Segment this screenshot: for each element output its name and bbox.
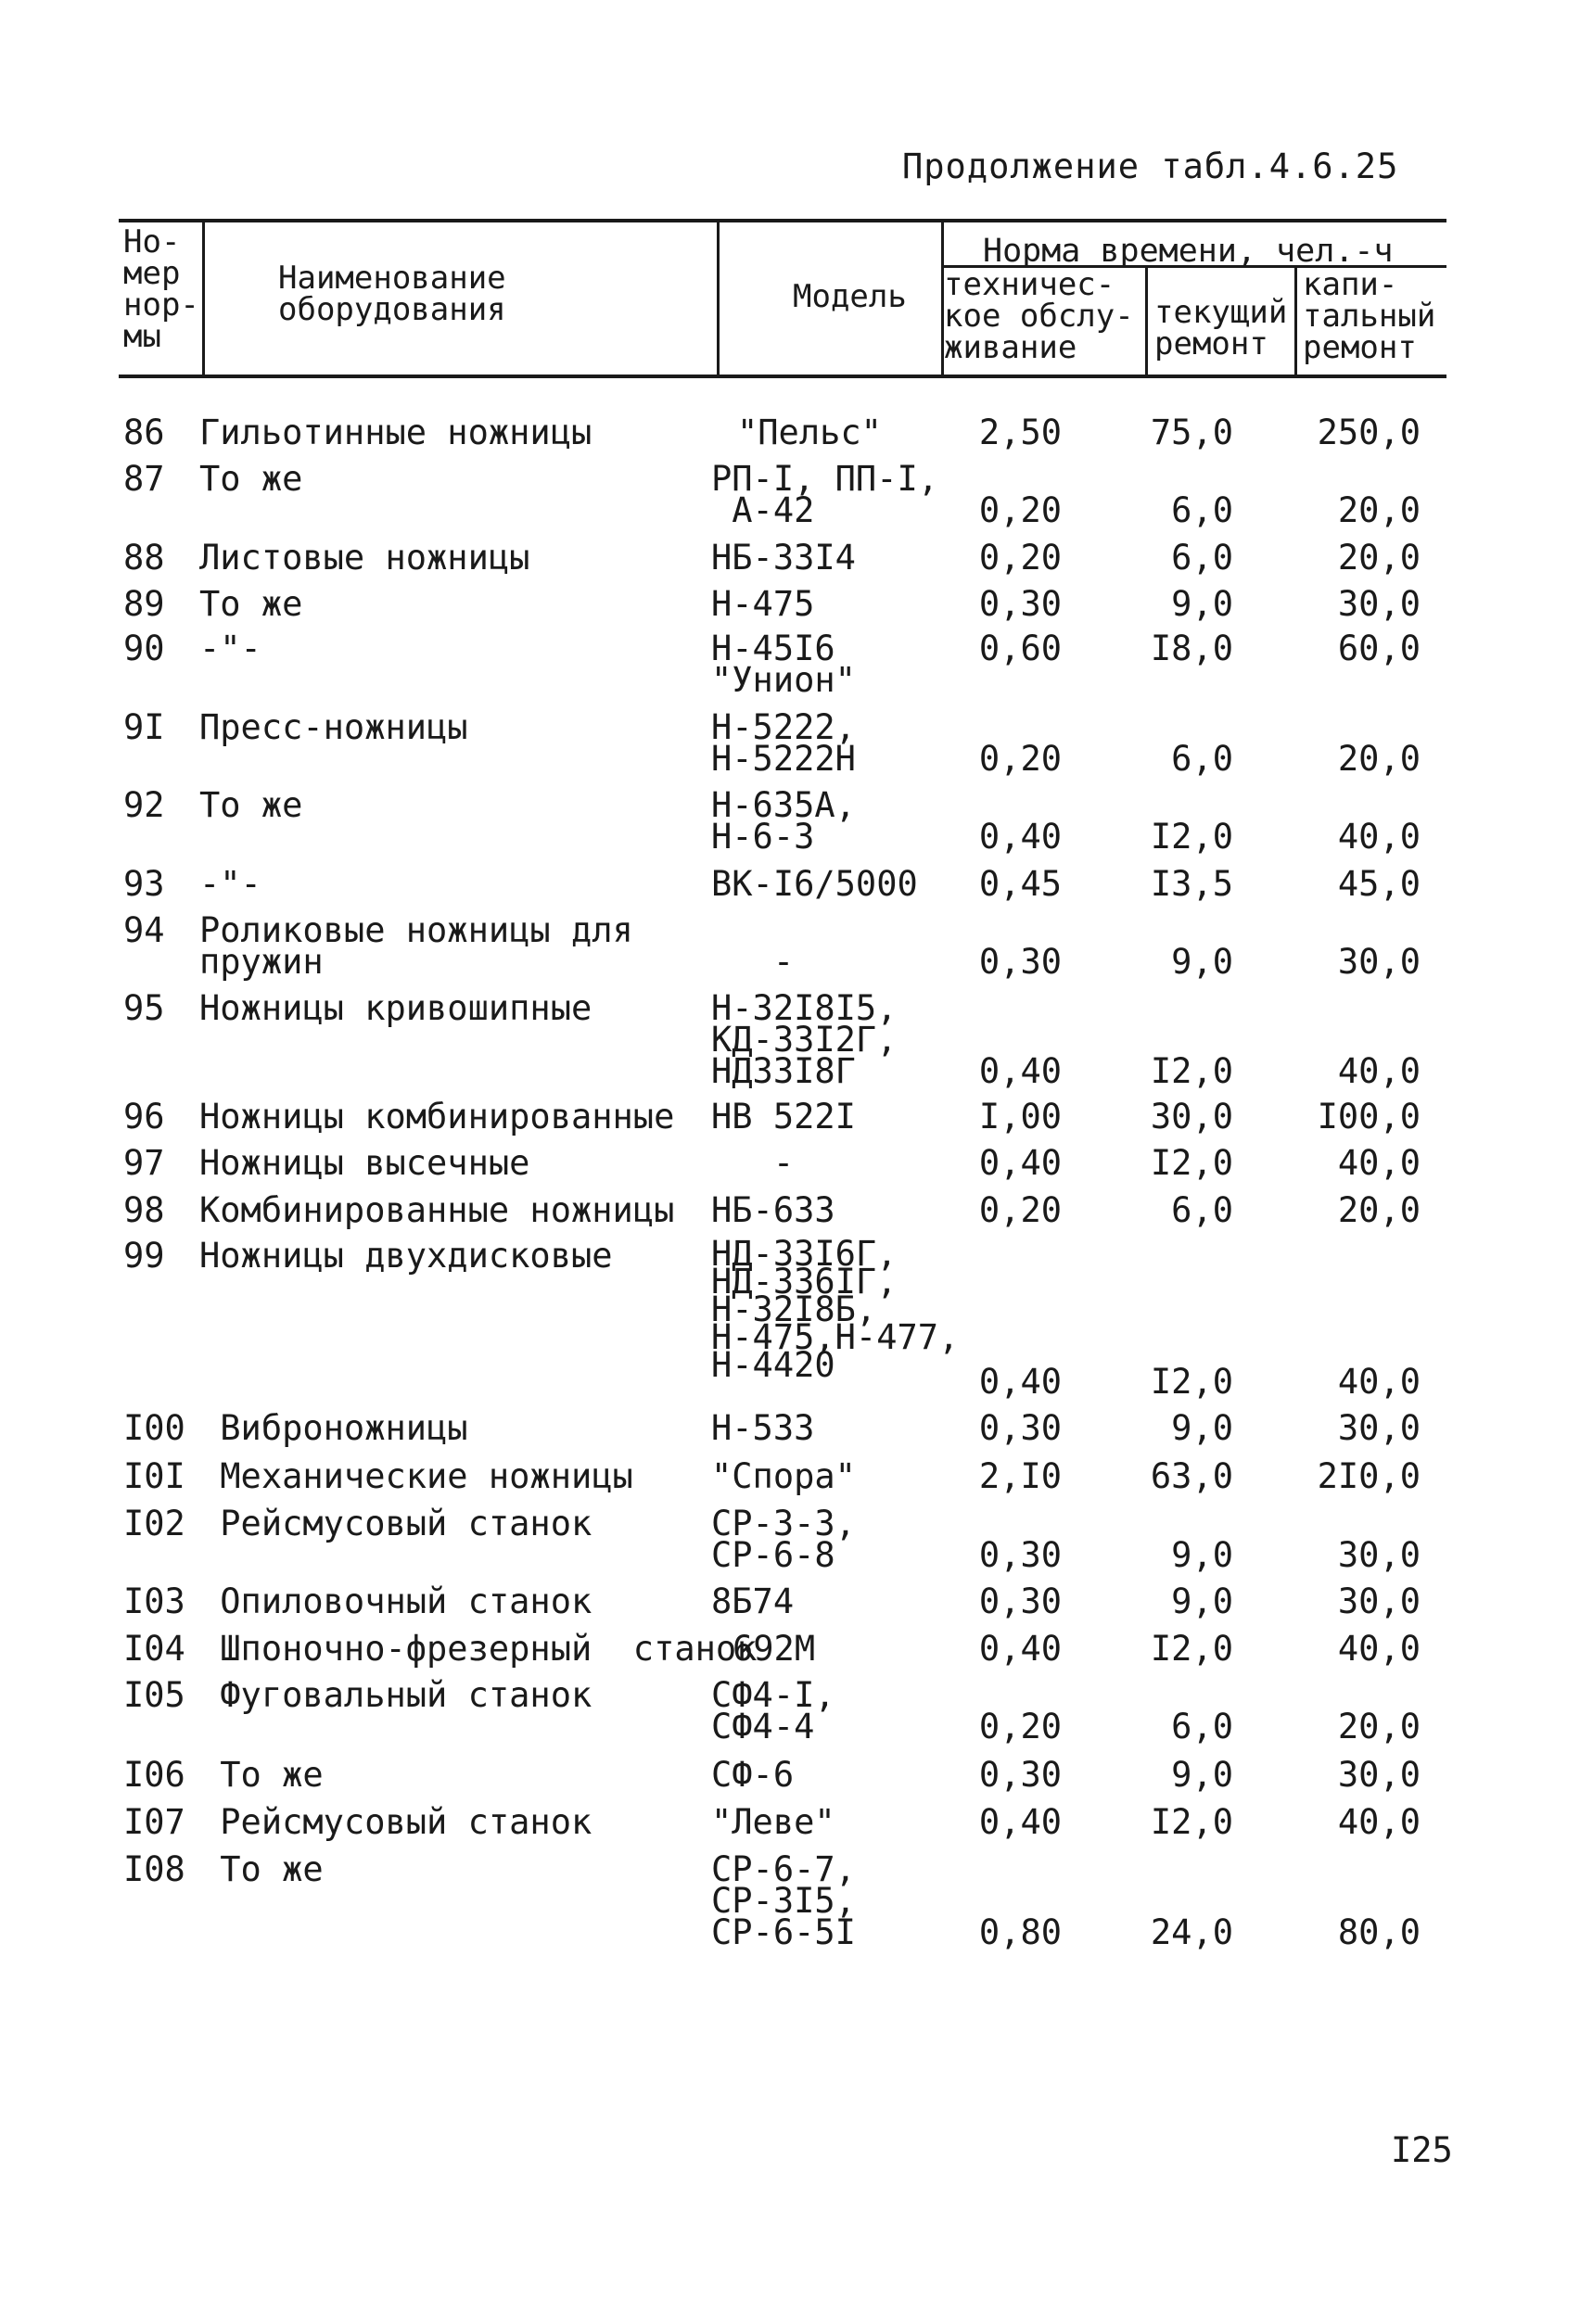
header-current-repair: текущий ремонт <box>1154 294 1288 362</box>
row-number: 95 <box>123 988 165 1028</box>
row-capital-repair: 40,0 <box>1337 1802 1421 1842</box>
row-current-repair: 6,0 <box>1171 490 1233 530</box>
row-model: НВ 522I <box>711 1097 856 1137</box>
row-name: Комбинированные ножницы <box>199 1190 675 1230</box>
header-bottom-rule <box>119 375 1446 378</box>
row-model: Н-475 <box>711 584 815 624</box>
row-capital-repair: 20,0 <box>1337 1707 1421 1746</box>
row-maintenance: 0,60 <box>978 629 1062 668</box>
row-name: Листовые ножницы <box>199 538 530 578</box>
row-model: Н-5222, Н-5222Н <box>711 707 856 779</box>
header-model: Модель <box>793 278 907 315</box>
row-current-repair: 9,0 <box>1171 1535 1233 1575</box>
row-number: I07 <box>123 1802 185 1842</box>
row-maintenance: 0,40 <box>978 1051 1062 1091</box>
row-model: - <box>711 942 795 982</box>
row-number: I0I <box>123 1456 185 1496</box>
page-number: I25 <box>1391 2130 1453 2170</box>
row-maintenance: 2,50 <box>978 413 1062 452</box>
row-number: I03 <box>123 1581 185 1621</box>
row-name: Ножницы комбинированные <box>199 1097 675 1137</box>
row-capital-repair: 2I0,0 <box>1317 1456 1421 1496</box>
row-maintenance: 0,40 <box>978 817 1062 857</box>
row-maintenance: 0,20 <box>978 490 1062 530</box>
row-name: Механические ножницы <box>199 1456 633 1496</box>
row-name: То же <box>199 785 303 825</box>
row-model: СФ4-I, СФ4-4 <box>711 1675 835 1746</box>
row-maintenance: 0,45 <box>978 864 1062 904</box>
row-model: НБ-633 <box>711 1190 835 1230</box>
row-model: "Спора" <box>711 1456 856 1496</box>
row-number: 92 <box>123 785 165 825</box>
header-number: Но- мер нор- мы <box>123 223 199 355</box>
row-number: I04 <box>123 1629 185 1669</box>
header-capital-repair: капи- тальный ремонт <box>1303 266 1436 366</box>
row-number: I06 <box>123 1755 185 1795</box>
row-number: 99 <box>123 1236 165 1276</box>
row-name: Пресс-ножницы <box>199 707 468 747</box>
row-name: То же <box>199 1849 324 1889</box>
row-name: Опиловочный станок <box>199 1581 592 1621</box>
row-name: Гильотинные ножницы <box>199 413 592 452</box>
row-capital-repair: 60,0 <box>1337 629 1421 668</box>
row-name: Роликовые ножницы для пружин <box>199 910 633 982</box>
row-current-repair: 24,0 <box>1150 1912 1233 1952</box>
row-name: Виброножницы <box>199 1408 468 1448</box>
row-capital-repair: 20,0 <box>1337 538 1421 578</box>
row-model: Н-533 <box>711 1408 815 1448</box>
row-name: Ножницы кривошипные <box>199 988 592 1028</box>
row-name: То же <box>199 1755 324 1795</box>
row-model: НД-33I6Г, НД-336IГ, Н-32I8Б, Н-475,Н-477, Н-4420 <box>711 1234 960 1385</box>
table-caption: Продолжение табл.4.6.25 <box>902 146 1399 186</box>
row-current-repair: 6,0 <box>1171 538 1233 578</box>
row-capital-repair: 20,0 <box>1337 1190 1421 1230</box>
row-name: -"- <box>199 629 261 668</box>
row-number: 93 <box>123 864 165 904</box>
row-capital-repair: 40,0 <box>1337 1629 1421 1669</box>
row-model: СР-3-3, СР-6-8 <box>711 1504 856 1575</box>
row-capital-repair: I00,0 <box>1317 1097 1421 1137</box>
row-model: НБ-33I4 <box>711 538 856 578</box>
row-number: 86 <box>123 413 165 452</box>
header-name: Наименование оборудования <box>278 260 506 328</box>
row-name: Ножницы двухдисковые <box>199 1236 613 1276</box>
row-current-repair: I2,0 <box>1150 817 1233 857</box>
row-model: - <box>711 1143 795 1183</box>
row-capital-repair: 40,0 <box>1337 817 1421 857</box>
row-name: То же <box>199 459 303 499</box>
row-current-repair: 30,0 <box>1150 1097 1233 1137</box>
row-capital-repair: 30,0 <box>1337 1581 1421 1621</box>
row-capital-repair: 40,0 <box>1337 1143 1421 1183</box>
row-number: 94 <box>123 910 165 950</box>
row-name: -"- <box>199 864 261 904</box>
row-number: 90 <box>123 629 165 668</box>
row-current-repair: I2,0 <box>1150 1143 1233 1183</box>
row-current-repair: I2,0 <box>1150 1362 1233 1402</box>
row-number: 96 <box>123 1097 165 1137</box>
row-maintenance: 2,I0 <box>978 1456 1062 1496</box>
row-number: 88 <box>123 538 165 578</box>
row-number: I00 <box>123 1408 185 1448</box>
row-current-repair: 9,0 <box>1171 1408 1233 1448</box>
row-current-repair: 6,0 <box>1171 1707 1233 1746</box>
row-current-repair: 6,0 <box>1171 739 1233 779</box>
row-maintenance: 0,20 <box>978 1707 1062 1746</box>
row-number: 97 <box>123 1143 165 1183</box>
row-current-repair: I2,0 <box>1150 1629 1233 1669</box>
row-maintenance: I,00 <box>978 1097 1062 1137</box>
row-current-repair: 63,0 <box>1150 1456 1233 1496</box>
row-model: Н-32I8I5, КД-33I2Г, НД33I8Г <box>711 988 898 1091</box>
row-current-repair: 9,0 <box>1171 584 1233 624</box>
row-maintenance: 0,30 <box>978 584 1062 624</box>
row-capital-repair: 30,0 <box>1337 584 1421 624</box>
row-capital-repair: 45,0 <box>1337 864 1421 904</box>
row-current-repair: 75,0 <box>1150 413 1233 452</box>
row-maintenance: 0,20 <box>978 538 1062 578</box>
row-capital-repair: 20,0 <box>1337 739 1421 779</box>
row-capital-repair: 250,0 <box>1317 413 1421 452</box>
row-current-repair: 9,0 <box>1171 1755 1233 1795</box>
row-number: I02 <box>123 1504 185 1543</box>
row-number: 89 <box>123 584 165 624</box>
row-model: 8Б74 <box>711 1581 795 1621</box>
row-name: Шпоночно-фрезерный станок <box>199 1629 758 1669</box>
row-capital-repair: 20,0 <box>1337 490 1421 530</box>
row-model: "Пельс" <box>737 413 882 452</box>
row-maintenance: 0,30 <box>978 1755 1062 1795</box>
row-number: 9I <box>123 707 165 747</box>
row-model: 692М <box>733 1629 816 1669</box>
row-current-repair: I3,5 <box>1150 864 1233 904</box>
row-current-repair: I8,0 <box>1150 629 1233 668</box>
row-maintenance: 0,40 <box>978 1362 1062 1402</box>
row-current-repair: 9,0 <box>1171 942 1233 982</box>
header-divider-2 <box>717 219 720 376</box>
row-capital-repair: 30,0 <box>1337 1755 1421 1795</box>
header-divider-4 <box>1145 267 1148 376</box>
header-divider-5 <box>1294 267 1297 376</box>
row-model: СР-6-7, СР-3I5, СР-6-5I <box>711 1849 856 1952</box>
row-maintenance: 0,30 <box>978 1535 1062 1575</box>
row-model: РП-I, ПП-I, А-42 <box>711 459 939 530</box>
row-current-repair: 9,0 <box>1171 1581 1233 1621</box>
row-maintenance: 0,40 <box>978 1629 1062 1669</box>
row-capital-repair: 40,0 <box>1337 1362 1421 1402</box>
row-number: 87 <box>123 459 165 499</box>
row-name: Рейсмусовый станок <box>199 1802 592 1842</box>
row-current-repair: 6,0 <box>1171 1190 1233 1230</box>
row-maintenance: 0,30 <box>978 1581 1062 1621</box>
row-capital-repair: 30,0 <box>1337 1535 1421 1575</box>
header-divider-1 <box>202 219 205 376</box>
row-capital-repair: 30,0 <box>1337 1408 1421 1448</box>
row-current-repair: I2,0 <box>1150 1802 1233 1842</box>
row-capital-repair: 80,0 <box>1337 1912 1421 1952</box>
row-maintenance: 0,20 <box>978 739 1062 779</box>
row-maintenance: 0,20 <box>978 1190 1062 1230</box>
row-name: Рейсмусовый станок <box>199 1504 592 1543</box>
row-maintenance: 0,30 <box>978 1408 1062 1448</box>
row-number: 98 <box>123 1190 165 1230</box>
row-model: Н-45I6 "Унион" <box>711 629 856 700</box>
header-time-norm: Норма времени, чел.-ч <box>983 233 1394 270</box>
row-maintenance: 0,40 <box>978 1143 1062 1183</box>
header-maintenance: техничес- кое обслу- живание <box>944 266 1134 366</box>
row-model: "Леве" <box>711 1802 835 1842</box>
row-capital-repair: 40,0 <box>1337 1051 1421 1091</box>
header-top-rule <box>119 219 1446 222</box>
row-maintenance: 0,80 <box>978 1912 1062 1952</box>
row-model: ВК-I6/5000 <box>711 864 918 904</box>
row-current-repair: I2,0 <box>1150 1051 1233 1091</box>
row-model: Н-635А, Н-6-3 <box>711 785 856 857</box>
row-name: Ножницы высечные <box>199 1143 530 1183</box>
row-name: Фуговальный станок <box>199 1675 592 1715</box>
row-maintenance: 0,40 <box>978 1802 1062 1842</box>
row-number: I05 <box>123 1675 185 1715</box>
row-name: То же <box>199 584 303 624</box>
row-capital-repair: 30,0 <box>1337 942 1421 982</box>
row-maintenance: 0,30 <box>978 942 1062 982</box>
row-number: I08 <box>123 1849 185 1889</box>
row-model: СФ-6 <box>711 1755 795 1795</box>
